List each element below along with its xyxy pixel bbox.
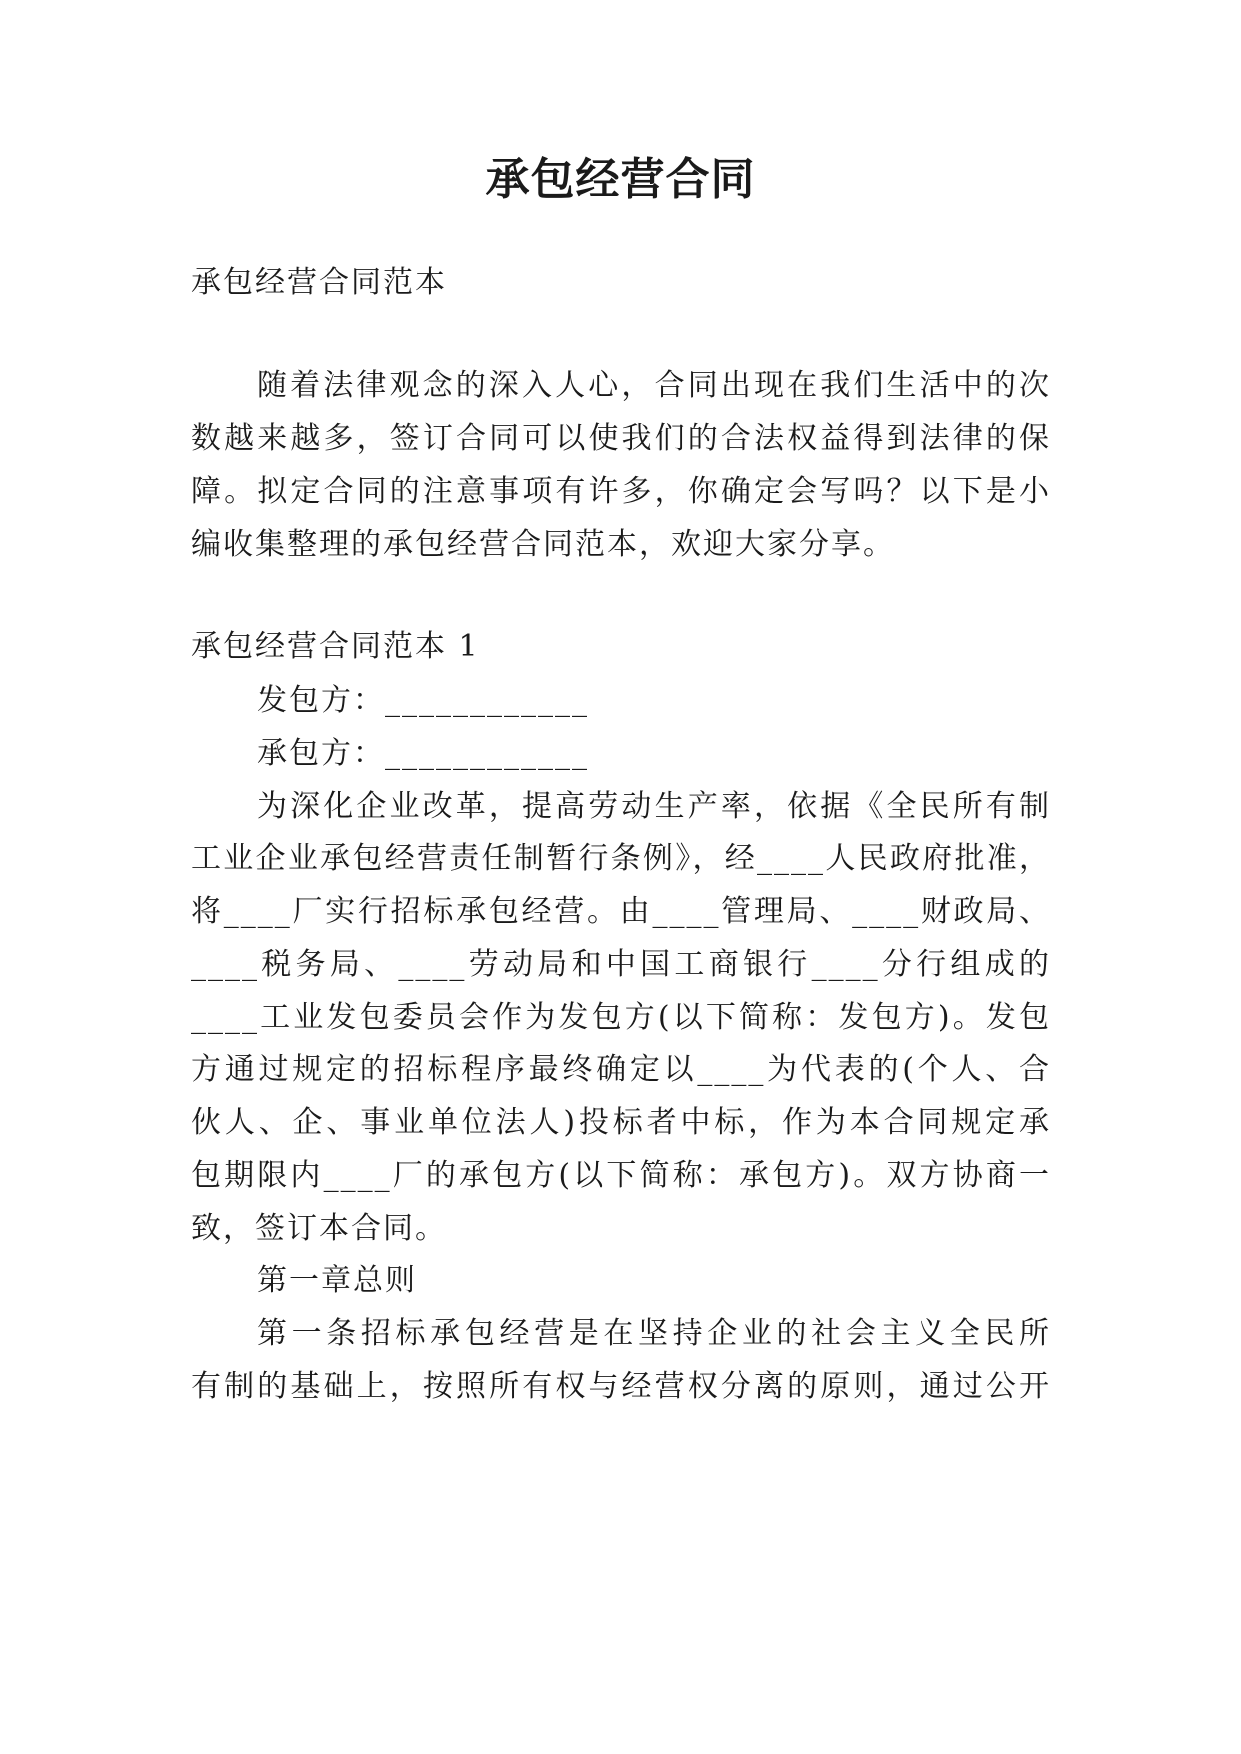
preamble-line-3: 将____厂实行招标承包经营。由____管理局、____财政局、 bbox=[191, 894, 1051, 929]
preamble-line-7: 伙人、企、事业单位法人)投标者中标，作为本合同规定承 bbox=[191, 1105, 1051, 1140]
chapter-heading: 第一章总则 bbox=[257, 1263, 417, 1298]
intro-line-4: 编收集整理的承包经营合同范本，欢迎大家分享。 bbox=[191, 527, 895, 562]
intro-line-1: 随着法律观念的深入人心，合同出现在我们生活中的次 bbox=[257, 368, 1051, 403]
article-1-line-1: 第一条招标承包经营是在坚持企业的社会主义全民所 bbox=[257, 1316, 1051, 1351]
intro-line-2: 数越来越多，签订合同可以使我们的合法权益得到法律的保 bbox=[191, 421, 1051, 456]
document-title: 承包经营合同 bbox=[485, 154, 756, 205]
preamble-line-2: 工业企业承包经营责任制暂行条例》，经____人民政府批准， bbox=[191, 841, 1051, 876]
subtitle: 承包经营合同范本 bbox=[191, 265, 447, 300]
preamble-line-8: 包期限内____厂的承包方(以下简称：承包方)。双方协商一 bbox=[191, 1158, 1051, 1193]
party-b-line: 承包方：____________ bbox=[257, 736, 589, 771]
preamble-line-9: 致，签订本合同。 bbox=[191, 1211, 447, 1246]
party-a-line: 发包方：____________ bbox=[257, 683, 589, 718]
section-heading: 承包经营合同范本 1 bbox=[191, 629, 480, 664]
article-1-line-2: 有制的基础上，按照所有权与经营权分离的原则，通过公开 bbox=[191, 1369, 1051, 1404]
preamble-line-1: 为深化企业改革，提高劳动生产率，依据《全民所有制 bbox=[257, 789, 1051, 824]
preamble-line-4: ____税务局、____劳动局和中国工商银行____分行组成的 bbox=[191, 947, 1051, 982]
preamble-line-5: ____工业发包委员会作为发包方(以下简称：发包方)。发包 bbox=[191, 1000, 1051, 1035]
preamble-line-6: 方通过规定的招标程序最终确定以____为代表的(个人、合 bbox=[191, 1052, 1051, 1087]
intro-line-3: 障。拟定合同的注意事项有许多，你确定会写吗？以下是小 bbox=[191, 474, 1051, 509]
